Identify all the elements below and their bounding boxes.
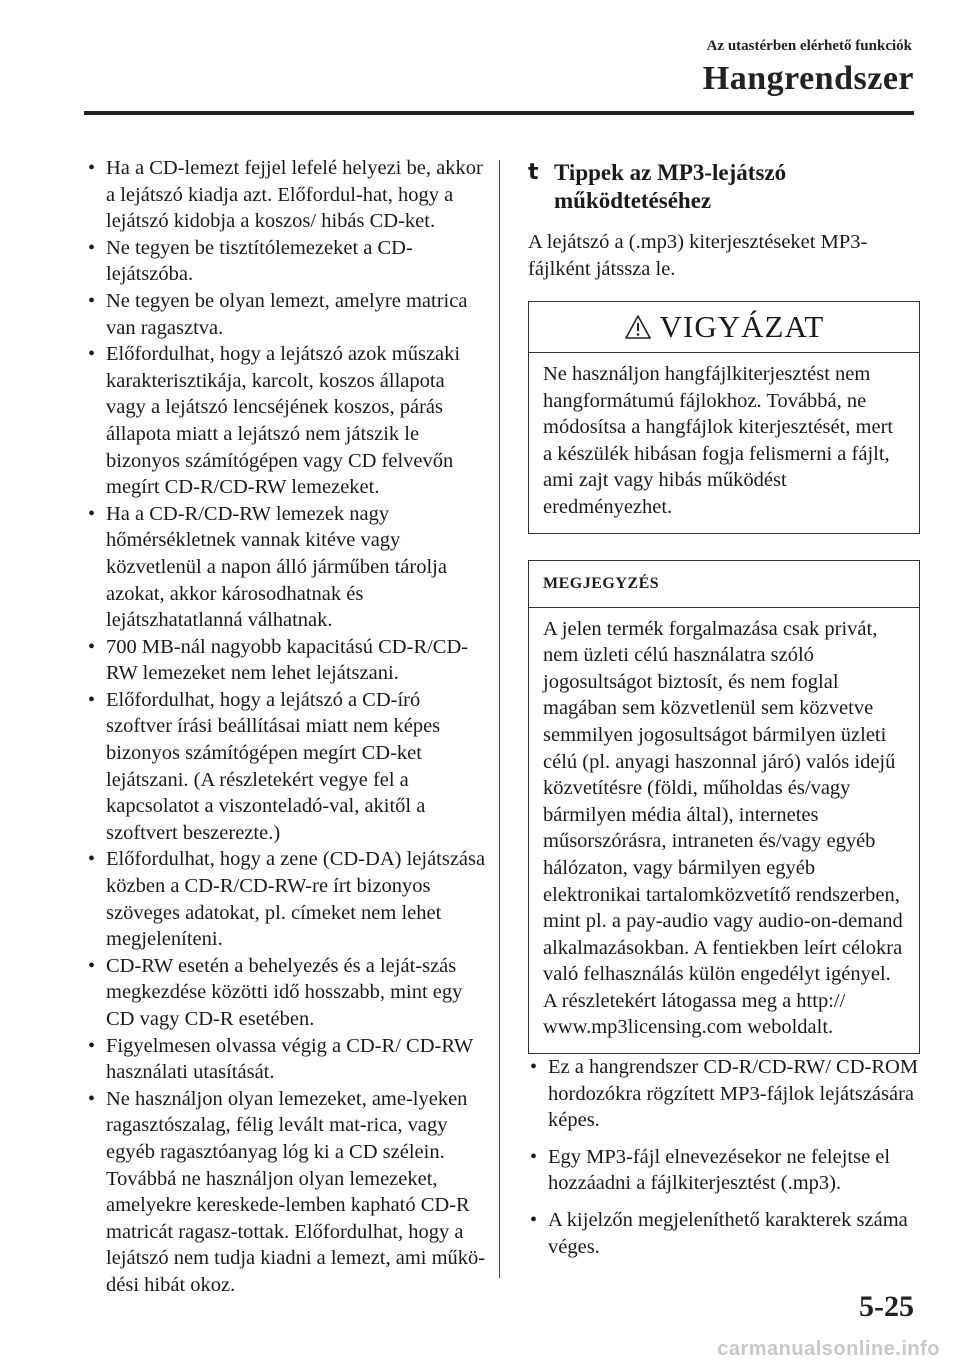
section-marker: t [528,160,539,185]
warning-triangle-icon [624,314,652,340]
caution-header [529,302,919,353]
list-item: • Ne tegyen be tisztítólemezeket a CD-lejátszóba. [86,235,486,288]
mp3-tips-heading [528,159,920,215]
mp3-intro-text: A lejátszó a (.mp3) kiterjesztéseket MP3-fájlként játssza le. [528,231,868,280]
note-title: MEGJEGYZÉS [529,561,919,608]
list-item: • Előfordulhat, hogy a zene (CD-DA) lejátszása közben a CD-R/CD-RW-re írt bizonyos szöveges adatokat, pl. címeket nem lehet megjeleníteni. [86,846,486,952]
list-item: • 700 MB-nál nagyobb kapacitású CD-R/CD-RW lemezeket nem lehet lejátszani. [86,634,486,687]
list-item: • CD-RW esetén a behelyezés és a leját-szás megkezdése közötti idő hosszabb, mint egy CD vagy CD-R esetében. [86,953,486,1033]
caution-title: VIGYÁZAT [659,309,825,344]
list-item: • Előfordulhat, hogy a lejátszó azok műszaki karakterisztikája, karcolt, koszos állapota vagy a lejátszó lencséjének koszos, párás állapota miatt a lejátszó nem játszik le bizonyos számítógépen vagy CD felvevőn megírt CD-R/CD-RW lemezeket. [86,341,486,501]
left-column [86,155,486,1299]
chapter-title: Hangrendszer [702,60,914,97]
list-item: • Ha a CD-lemezt fejjel lefelé helyezi be, akkor a lejátszó kiadja azt. Előfordul-hat, hogy a lejátszó kidobja a koszos/ hibás CD-ket. [86,155,486,235]
note-body: A jelen termék forgalmazása csak privát, nem üzleti célú használatra szóló jogosultságot biztosít, és nem foglal magában sem közvetlenül sem közvetve semmilyen jogosultságot bármilyen üzleti célú (pl. anyagi haszonnal járó) valós idejű közvetítésre (földi, műholdas és/vagy bármilyen média által), internetes műsorszórásra, intraneten és/vagy egyéb hálózaton, vagy bármilyen egyéb elektronikai tartalomközvetítő rendszerben, mint pl. a pay-audio vagy audio-on-demand alkalmazásokban. A fentiekben leírt célokra való felhasználás külön engedélyt igényel. A részletekért látogassa meg a http:// www.mp3licensing.com weboldalt. [543,617,903,1039]
header-rule [84,111,914,115]
watermark: carmanualsonline.info [717,1338,940,1360]
list-item: • Ne használjon olyan lemezeket, ame-lyeken ragasztószalag, félig levált mat-rica, vagy egyéb ragasztóanyag lóg ki a CD szélein. Továbbá ne használjon olyan lemezeket, amelyekre kereskede-lemben kapható CD-R matricát ragasz-tottak. Előfordulhat, hogy a lejátszó nem tudja kiadni a lemezt, ami műkö-dési hibát okoz. [86,1086,486,1299]
caution-body: Ne használjon hangfájlkiterjesztést nem hangformátumú fájlokhoz. Továbbá, ne módosítsa a hangfájlok kiterjesztését, mert a készülék hibásan fogja felismerni a fájlt, ami zajt vagy hibás működést eredményezhet. [543,363,894,518]
caution-box [528,301,920,534]
note-box [528,560,920,1055]
right-bullet-list [528,1054,920,1260]
page-header [0,0,960,120]
section-label: Az utastérben elérhető funkciók [706,38,912,54]
list-item: • Előfordulhat, hogy a lejátszó a CD-író szoftver írási beállításai miatt nem képes bizonyos számítógépen megírt CD-ket lejátszani. (A részletekért vegye fel a kapcsolatot a viszonteladó-val, akitől a szoftvert beszerezte.) [86,687,486,847]
right-column [528,155,920,1270]
column-divider [499,160,500,1278]
list-item: • Ne tegyen be olyan lemezt, amelyre matrica van ragasztva. [86,288,486,341]
list-item: • Figyelmesen olvassa végig a CD-R/ CD-RW használati utasítását. [86,1033,486,1086]
list-item: • A kijelzőn megjeleníthető karakterek száma véges. [528,1207,920,1260]
list-item: • Egy MP3-fájl elnevezésekor ne felejtse el hozzáadni a fájlkiterjesztést (.mp3). [528,1144,920,1197]
list-item: • Ha a CD-R/CD-RW lemezek nagy hőmérsékletnek vannak kitéve vagy közvetlenül a napon álló járműben tárolja azokat, akkor károsodhatnak és lejátszhatatlanná válhatnak. [86,501,486,634]
mp3-tips-heading-text: Tippek az MP3-lejátszó működtetéséhez [554,160,787,213]
list-item: • Ez a hangrendszer CD-R/CD-RW/ CD-ROM hordozókra rögzített MP3-fájlok lejátszására képes. [528,1054,920,1134]
left-bullet-list [86,155,486,1299]
page-number: 5-25 [859,1290,914,1323]
